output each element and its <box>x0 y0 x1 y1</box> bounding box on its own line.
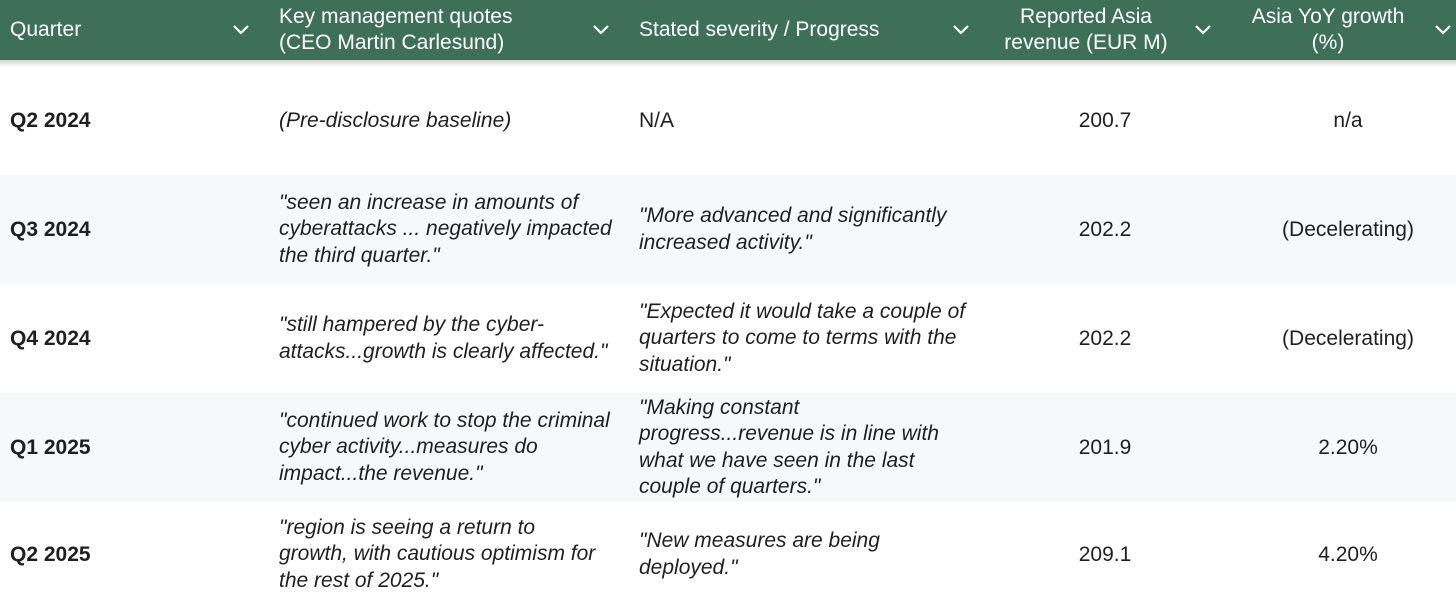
quote-cell: (Pre-disclosure baseline) <box>279 108 512 132</box>
severity-cell: N/A <box>639 108 675 132</box>
revenue-cell: 209.1 <box>1078 542 1132 566</box>
severity-cell: "Expected it would take a couple of quarters to come to terms with the situation." <box>639 299 966 376</box>
quote-cell: "region is seeing a return to growth, with cautious optimism for the rest of 2025." <box>279 515 596 592</box>
header-growth[interactable] <box>1236 0 1420 60</box>
quarter-cell: Q2 2024 <box>10 109 91 132</box>
table-row <box>0 67 1456 175</box>
revenue-cell: 202.2 <box>1078 217 1132 241</box>
quarter-cell: Q4 2024 <box>10 326 91 350</box>
severity-cell: "More advanced and significantly increased activity." <box>639 204 947 254</box>
chevron-down-icon[interactable] <box>1194 22 1212 36</box>
revenue-cell: 202.2 <box>1078 326 1132 350</box>
header-revenue-label: Reported Asia revenue (EUR M) <box>1004 5 1168 54</box>
chevron-down-icon[interactable] <box>592 22 610 36</box>
header-growth-label: Asia YoY growth (%) <box>1251 5 1405 54</box>
growth-cell: (Decelerating) <box>1282 217 1414 241</box>
quarter-cell: Q2 2025 <box>10 542 91 566</box>
quote-cell: "continued work to stop the criminal cyber activity...measures do impact...the revenue." <box>279 408 610 485</box>
severity-cell: "New measures are being deployed." <box>639 529 880 579</box>
growth-cell: 4.20% <box>1318 542 1378 566</box>
header-divider <box>0 60 1456 67</box>
quarter-cell: Q1 2025 <box>10 435 91 459</box>
quarter-cell: Q3 2024 <box>10 217 91 241</box>
header-severity[interactable] <box>639 0 879 60</box>
table-row <box>0 175 1456 284</box>
growth-cell: 2.20% <box>1318 435 1378 459</box>
chevron-down-icon[interactable] <box>1434 22 1452 36</box>
growth-cell: (Decelerating) <box>1282 326 1414 350</box>
revenue-cell: 200.7 <box>1078 109 1132 132</box>
header-revenue[interactable] <box>1000 0 1172 60</box>
header-severity-label: Stated severity / Progress <box>639 18 880 41</box>
chevron-down-icon[interactable] <box>952 22 970 36</box>
chevron-down-icon[interactable] <box>232 22 250 36</box>
table-row <box>0 393 1456 502</box>
header-quarter[interactable] <box>10 0 81 60</box>
table-row <box>0 284 1456 393</box>
revenue-cell: 201.9 <box>1078 435 1132 459</box>
quote-cell: "seen an increase in amounts of cyberattacks ... negatively impacted the third quarter." <box>279 190 612 267</box>
header-quarter-label: Quarter <box>10 18 82 41</box>
quote-cell: "still hampered by the cyber-attacks...growth is clearly affected." <box>279 313 608 363</box>
header-quotes-label: Key management quotes (CEO Martin Carlesund) <box>279 5 513 54</box>
growth-cell: n/a <box>1333 109 1363 132</box>
table-row <box>0 502 1456 607</box>
header-quotes[interactable] <box>279 0 512 60</box>
table-header <box>0 0 1456 60</box>
severity-cell: "Making constant progress...revenue is in line with what we have seen in the last couple of quarters." <box>639 395 939 498</box>
